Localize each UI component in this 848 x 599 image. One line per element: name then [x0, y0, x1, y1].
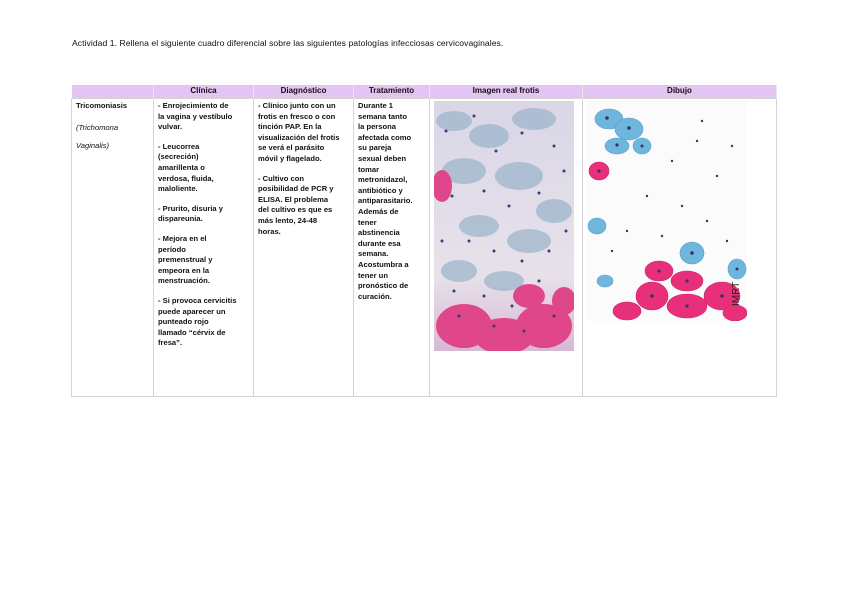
pathology-name: Tricomoniasis [76, 101, 128, 110]
smear-photo-image [434, 101, 574, 351]
header-clinica: Clínica [154, 85, 254, 99]
clinica-item: - Si provoca cervicitis puede aparecer un punteado rojo llamado “cérvix de fresa”. [158, 295, 237, 348]
differential-table [71, 85, 777, 397]
clinica-item: - Prurito, disuria y dispareunia. [158, 203, 223, 224]
smear-drawing-image [587, 101, 747, 321]
tratamiento-text: Durante 1 semana tanto la persona afectada como su pareja sexual deben tomar metronidazol, antibiótico y antiparasitario. Además de tener abstinencia durante esa semana. Acostumbra a tener un pronóstico de curación. [358, 101, 413, 301]
pathology-cell [72, 99, 154, 397]
pathology-species: (Trichomona Vaginalis) [76, 122, 119, 150]
drawing-watermark: IMRT [731, 281, 742, 306]
clinica-cell [154, 99, 254, 397]
tratamiento-cell [354, 99, 430, 397]
header-diagnostico: Diagnóstico [254, 85, 354, 99]
clinica-item: - Leucorrea (secreción) amarillenta o verdosa, fluida, maloliente. [158, 141, 214, 194]
clinica-item: - Mejora en el período premenstrual y empeora en la menstruación. [158, 233, 213, 286]
diagnostico-item: - Cultivo con posibilidad de PCR y ELISA. El problema del cultivo es que es más lento, 24-48 horas. [258, 173, 334, 236]
header-tratamiento: Tratamiento [354, 85, 430, 99]
dibujo-cell [583, 99, 777, 397]
header-imagen: Imagen real frotis [430, 85, 583, 99]
imagen-cell [430, 99, 583, 397]
diagnostico-cell [254, 99, 354, 397]
header-row [72, 85, 777, 99]
diagnostico-item: - Clínico junto con un frotis en fresco o con tinción PAP. En la visualización del frotis se verá el parásito móvil y flagelado. [258, 101, 340, 163]
activity-title: Actividad 1. Rellena el siguiente cuadro diferencial sobre las siguientes patologías infecciosas cervicovaginales. [72, 38, 504, 48]
header-empty [72, 85, 154, 99]
header-dibujo: Dibujo [583, 85, 777, 99]
clinica-item: - Enrojecimiento de la vagina y vestíbulo vulvar. [158, 101, 233, 132]
tricomoniasis-row [72, 99, 777, 397]
